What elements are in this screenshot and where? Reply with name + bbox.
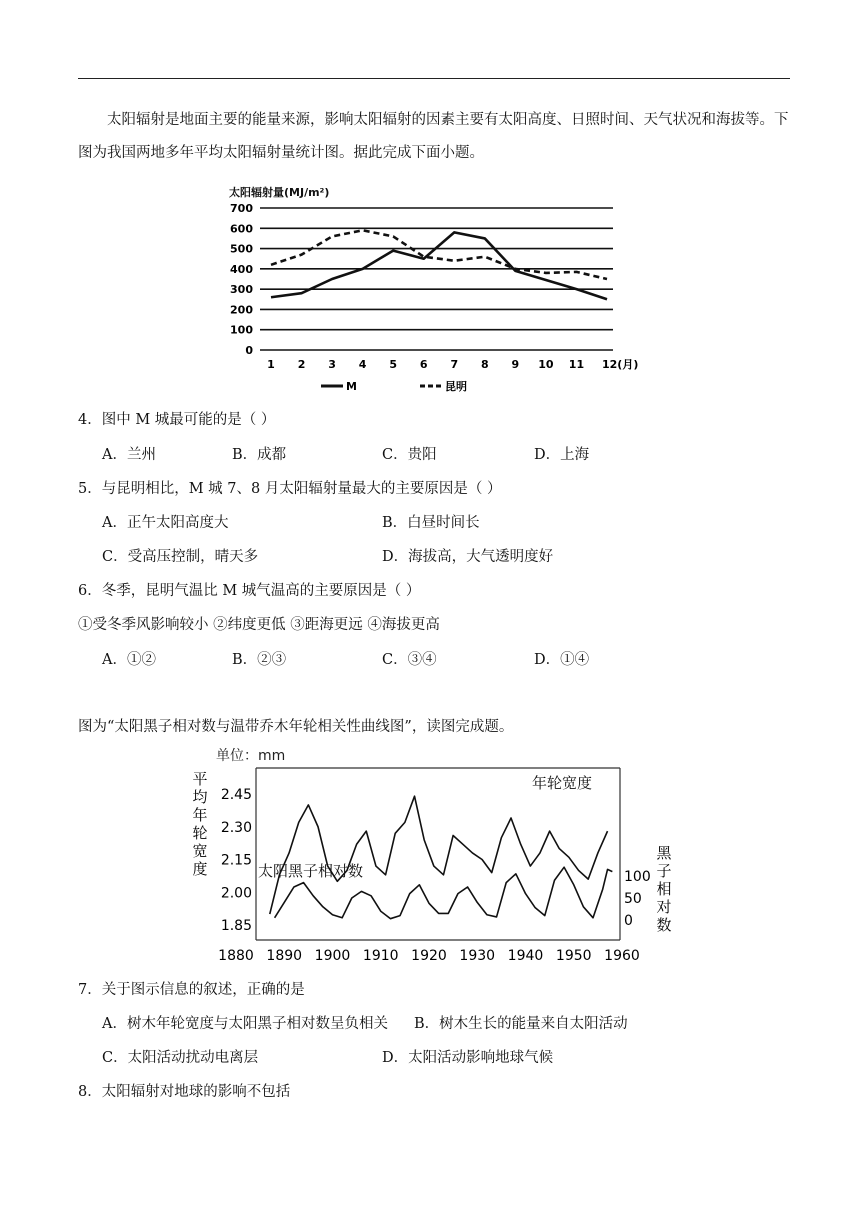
- legend-m-label: M: [346, 380, 357, 393]
- chart2-left-axis-char: 宽: [192, 842, 208, 860]
- q4-option-a[interactable]: A．兰州: [102, 447, 156, 463]
- chart1-ylabel: 太阳辐射量(MJ/m²): [229, 186, 330, 199]
- chart1-x-tick: 2: [297, 358, 306, 371]
- chart2-left-tick: 2.15: [220, 852, 252, 869]
- chart1-y-tick: 200: [230, 303, 253, 317]
- intro-paragraph: [78, 104, 790, 170]
- chart1-x-tick: 10: [538, 358, 554, 371]
- chart2-right-axis-char: 子: [656, 862, 672, 880]
- chart2-right-tick: 100: [624, 869, 651, 885]
- chart2-x-tick: 1890: [266, 948, 303, 964]
- chart1-x-tick: 1: [267, 358, 275, 371]
- chart2-right-axis-char: 相: [656, 880, 672, 898]
- treering-series-label: 年轮宽度: [532, 774, 593, 792]
- q5-stem: 5．与昆明相比，M 城 7、8 月太阳辐射量最大的主要原因是（ ）: [78, 481, 502, 497]
- chart1-y-tick: 700: [230, 202, 253, 215]
- q5-option-a[interactable]: A．正午太阳高度大: [102, 515, 229, 531]
- q6-option-a[interactable]: A．①②: [102, 652, 156, 668]
- chart1-x-tick: 6: [419, 358, 428, 371]
- solar-radiation-chart: [215, 178, 655, 398]
- chart2-right-tick: 0: [624, 913, 633, 929]
- chart2-x-tick: 1960: [604, 948, 640, 964]
- chart2-x-tick: 1880: [218, 948, 254, 964]
- q8-stem: 8．太阳辐射对地球的影响不包括: [78, 1084, 291, 1100]
- chart2-unit-label: 单位：mm: [216, 748, 286, 764]
- chart2-right-axis-char: 黑: [656, 844, 672, 862]
- q7-stem: 7．关于图示信息的叙述，正确的是: [78, 982, 305, 998]
- chart1-x-tick: 3: [328, 358, 336, 371]
- intro-line1: 太阳辐射是地面主要的能量来源，影响太阳辐射的因素主要有太阳高度、日照时间、天气状况和海拔: [107, 112, 745, 128]
- intro-line2: 等。下图为我国两地多年平均太阳辐射量统计图。据此完成下面小题。: [78, 112, 789, 161]
- chart1-x-tick: 4: [358, 358, 367, 371]
- chart1-y-tick: 400: [230, 262, 253, 276]
- q5-option-d[interactable]: D．海拔高，大气透明度好: [382, 549, 554, 565]
- q5-option-b[interactable]: B．白昼时间长: [382, 515, 480, 531]
- q7-option-b[interactable]: B．树木生长的能量来自太阳活动: [414, 1016, 628, 1032]
- chart2-left-tick: 2.45: [220, 787, 252, 803]
- chart2-x-tick: 1910: [362, 948, 399, 964]
- q4-option-c[interactable]: C．贵阳: [382, 447, 437, 463]
- chart1-x-tick: 8: [480, 358, 489, 371]
- treering-series-line: [270, 796, 608, 914]
- sunspot-series-label: 太阳黑子相对数: [258, 862, 364, 880]
- chart2-right-tick: 50: [624, 891, 642, 907]
- chart2-x-tick: 1950: [555, 948, 592, 964]
- q4-option-d[interactable]: D．上海: [534, 447, 590, 463]
- intro2-text: 图为“太阳黑子相对数与温带乔木年轮相关性曲线图”，读图完成题。: [78, 719, 514, 735]
- q7-option-d[interactable]: D．太阳活动影响地球气候: [382, 1050, 554, 1066]
- legend-km-label: 昆明: [445, 380, 467, 393]
- chart1-y-tick: 500: [230, 242, 253, 256]
- q6-stem: 6．冬季，昆明气温比 M 城气温高的主要原因是（ ）: [78, 583, 421, 599]
- chart2-left-tick: 2.00: [220, 885, 252, 902]
- chart1-x-tick: 7: [450, 358, 459, 371]
- chart2-x-tick: 1940: [507, 948, 544, 964]
- chart2-left-tick: 1.85: [220, 918, 252, 934]
- sunspot-treering-chart: [180, 740, 670, 972]
- chart2-left-axis-char: 平: [192, 770, 208, 788]
- chart2-left-axis-char: 年: [192, 806, 208, 824]
- q4-stem: 4．图中 M 城最可能的是（ ）: [78, 412, 276, 428]
- chart2-x-tick: 1930: [459, 948, 496, 964]
- chart2-left-axis-char: 度: [192, 860, 208, 878]
- chart1-x-tick: 11: [568, 358, 585, 371]
- chart1-x-tick: 12(月): [602, 358, 639, 371]
- chart2-x-tick: 1900: [314, 948, 351, 964]
- q7-option-a[interactable]: A．树木年轮宽度与太阳黑子相对数呈负相关: [102, 1016, 388, 1032]
- kunming-series-line: [271, 230, 607, 279]
- chart2-x-tick: 1920: [411, 948, 447, 964]
- chart2-left-tick: 2.30: [220, 819, 252, 836]
- chart1-x-tick: 9: [511, 358, 520, 371]
- chart2-right-axis-char: 对: [656, 898, 672, 916]
- q6-option-d[interactable]: D．①④: [534, 652, 590, 668]
- chart1-y-tick: 600: [230, 222, 253, 236]
- q7-option-c[interactable]: C．太阳活动扰动电离层: [102, 1050, 259, 1066]
- chart1-x-tick: 5: [389, 358, 398, 371]
- chart2-right-axis-char: 数: [656, 916, 672, 934]
- q4-option-b[interactable]: B．成都: [232, 447, 287, 463]
- chart1-y-tick: 0: [245, 344, 253, 357]
- chart2-left-axis-char: 轮: [192, 824, 208, 842]
- chart1-y-tick: 100: [230, 323, 253, 337]
- q5-option-c[interactable]: C．受高压控制，晴天多: [102, 549, 259, 565]
- chart2-left-axis-char: 均: [192, 788, 208, 806]
- chart1-y-tick: 300: [230, 283, 253, 297]
- header-rule: [78, 78, 790, 79]
- q6-option-c[interactable]: C．③④: [382, 652, 437, 668]
- q6-items: ①受冬季风影响较小 ②纬度更低 ③距海更远 ④海拔更高: [78, 617, 440, 633]
- q6-option-b[interactable]: B．②③: [232, 652, 287, 668]
